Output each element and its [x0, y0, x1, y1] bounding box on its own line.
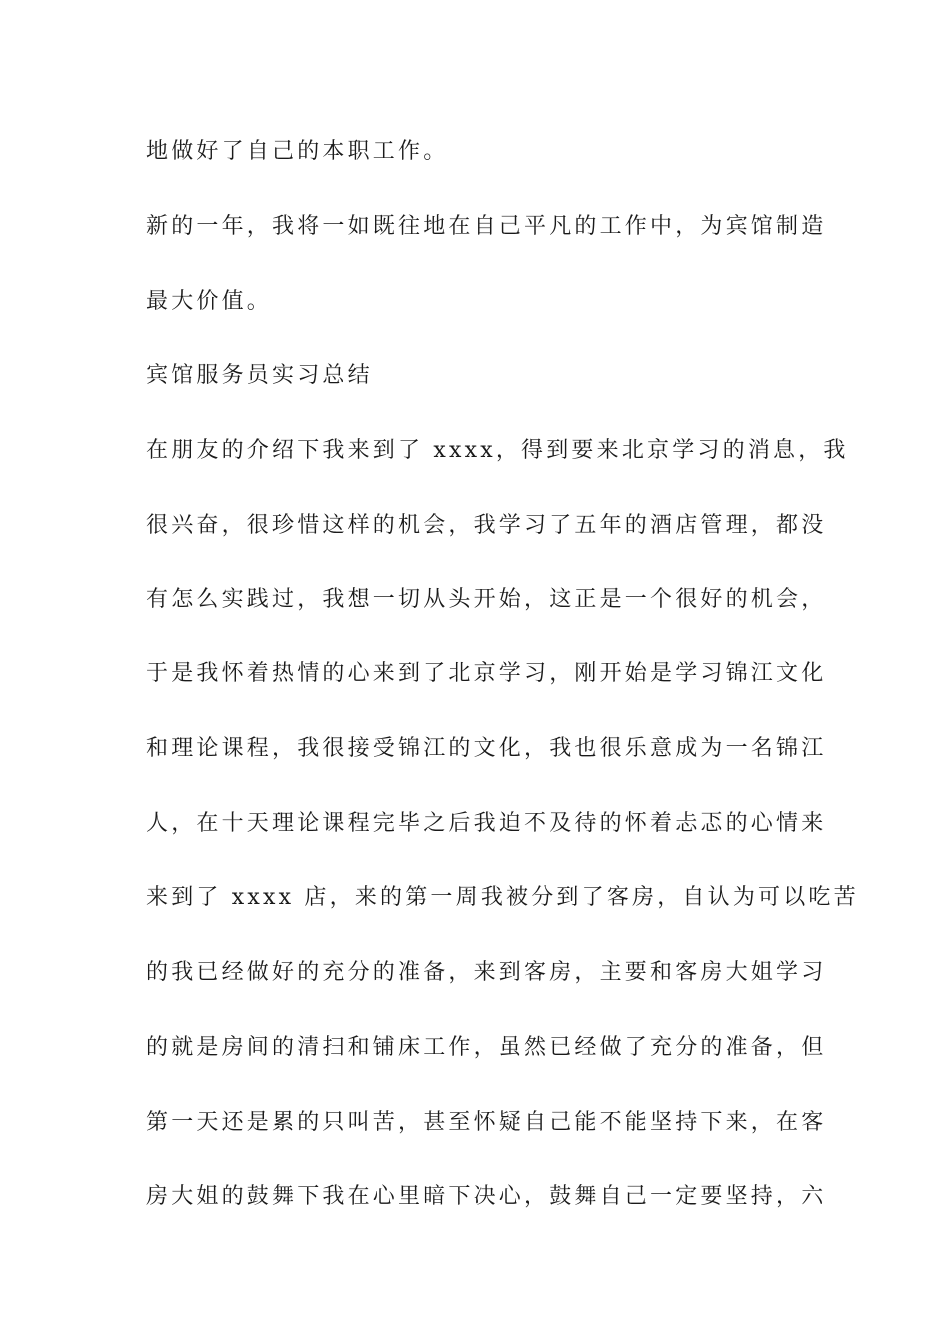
text-line: 和理论课程，我很接受锦江的文化，我也很乐意成为一名锦江 — [146, 736, 827, 761]
text-line: 有怎么实践过，我想一切从头开始，这正是一个很好的机会， — [146, 587, 827, 612]
text-line: 新的一年，我将一如既往地在自己平凡的工作中，为宾馆制造 — [146, 214, 827, 239]
text-line: 地做好了自己的本职工作。 — [146, 139, 449, 164]
text-line: 来到了 xxxx 店，来的第一周我被分到了客房，自认为可以吃苦 — [146, 885, 859, 910]
section-heading: 宾馆服务员实习总结 — [146, 363, 373, 388]
text-line: 房大姐的鼓舞下我在心里暗下决心，鼓舞自己一定要坚持，六 — [146, 1184, 827, 1209]
text-line: 第一天还是累的只叫苦，甚至怀疑自己能不能坚持下来，在客 — [146, 1110, 827, 1135]
text-line: 的就是房间的清扫和铺床工作，虽然已经做了充分的准备，但 — [146, 1035, 827, 1060]
text-line: 于是我怀着热情的心来到了北京学习，刚开始是学习锦江文化 — [146, 661, 827, 686]
text-line: 的我已经做好的充分的准备，来到客房，主要和客房大姐学习 — [146, 960, 827, 985]
text-line: 人，在十天理论课程完毕之后我迫不及待的怀着忐忑的心情来 — [146, 811, 827, 836]
text-line: 很兴奋，很珍惜这样的机会，我学习了五年的酒店管理，都没 — [146, 513, 827, 538]
text-line: 最大价值。 — [146, 289, 273, 314]
text-line: 在朋友的介绍下我来到了 xxxx，得到要来北京学习的消息，我 — [146, 438, 849, 463]
